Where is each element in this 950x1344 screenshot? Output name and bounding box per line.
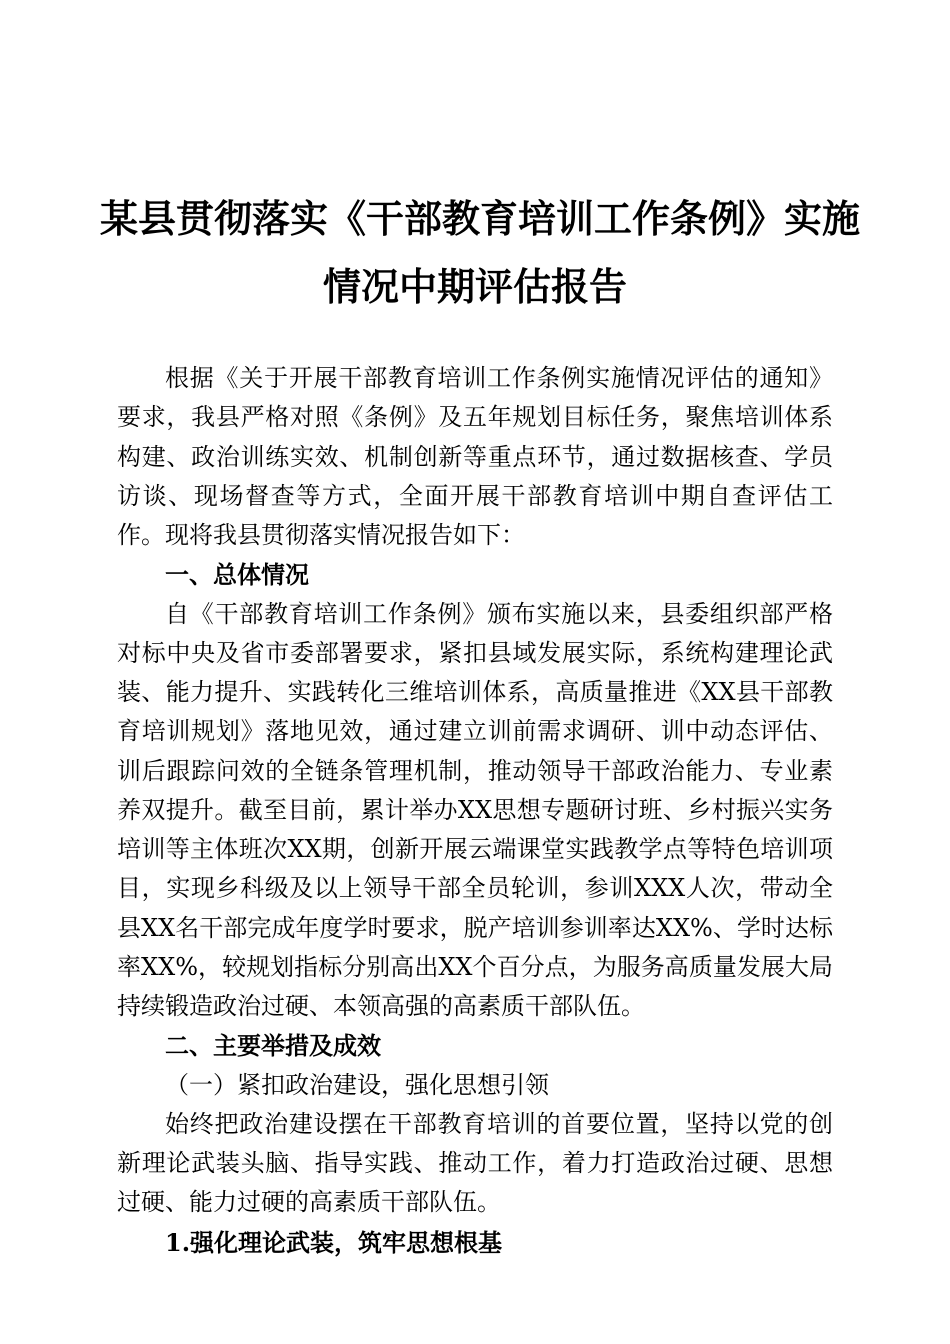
subsection-1-paragraph: 始终把政治建设摆在干部教育培训的首要位置，坚持以党的创新理论武装头脑、指导实践、推动工作，着力打造政治过硬、思想过硬、能力过硬的高素质干部队伍。 — [117, 1109, 833, 1217]
subsection-1-heading: （一）紧扣政治建设，强化思想引领 — [165, 1070, 549, 1099]
document-body — [117, 359, 833, 1262]
document-title-line-2: 情况中期评估报告 — [322, 264, 627, 309]
section-1-heading: 一、总体情况 — [165, 560, 309, 590]
intro-paragraph: 根据《关于开展干部教育培训工作条例实施情况评估的通知》要求，我县严格对照《条例》及五年规划目标任务，聚焦培训体系构建、政治训练实效、机制创新等重点环节，通过数据核查、学员访谈、现场督查等方式，全面开展干部教育培训中期自查评估工作。现将我县贯彻落实情况报告如下： — [117, 364, 833, 549]
section-1-paragraph: 自《干部教育培训工作条例》颁布实施以来，县委组织部严格对标中央及省市委部署要求，紧扣县域发展实际，系统构建理论武装、能力提升、实践转化三维培训体系，高质量推进《XX县干部教育培训规划》落地见效，通过建立训前需求调研、训中动态评估、训后跟踪问效的全链条管理机制，推动领导干部政治能力、专业素养双提升。截至目前，累计举办XX思想专题研讨班、乡村振兴实务培训等主体班次XX期，创新开展云端课堂实践教学点等特色培训项目，实现乡科级及以上领导干部全员轮训，参训XXX人次，带动全县XX名干部完成年度学时要求，脱产培训参训率达XX%、学时达标率XX%，较规划指标分别高出XX个百分点，为服务高质量发展大局持续锻造政治过硬、本领高强的高素质干部队伍。 — [117, 599, 833, 1020]
section-2-heading: 二、主要举措及成效 — [165, 1031, 381, 1061]
document-title-line-1: 某县贯彻落实《干部教育培训工作条例》实施 — [100, 196, 861, 241]
item-1-heading: 1.强化理论武装，筑牢思想根基 — [165, 1227, 503, 1257]
